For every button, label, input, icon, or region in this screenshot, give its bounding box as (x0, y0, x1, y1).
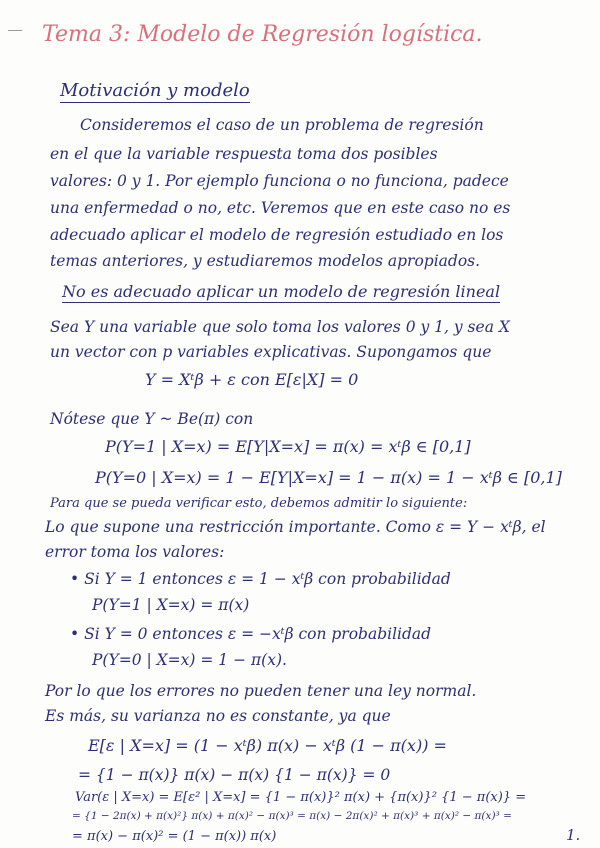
model-equation: Y = Xᵗβ + ε con E[ε|X] = 0 (145, 370, 359, 389)
text-line: Por lo que los errores no pueden tener una ley normal. (45, 682, 477, 700)
expectation-equation: = {1 − π(x)} π(x) − π(x) {1 − π(x)} = 0 (78, 766, 391, 784)
probability-equation: P(Y=0 | X=x) = 1 − π(x). (92, 651, 287, 669)
text-line: valores: 0 y 1. Por ejemplo funciona o no funciona, padece (50, 172, 509, 190)
variance-equation: = π(x) − π(x)² = (1 − π(x)) π(x) (72, 829, 277, 844)
page-title: Tema 3: Modelo de Regresión logística. (42, 22, 483, 47)
text-line: Es más, su varianza no es constante, ya que (45, 707, 391, 725)
probability-equation: P(Y=1 | X=x) = π(x) (92, 596, 250, 614)
bullet-item: • Si Y = 0 entonces ε = −xᵗβ con probabilidad (70, 625, 432, 643)
probability-equation: P(Y=1 | X=x) = E[Y|X=x] = π(x) = xᵗβ ∈ [0,1] (105, 437, 471, 456)
probability-equation: P(Y=0 | X=x) = 1 − E[Y|X=x] = 1 − π(x) = 1 − xᵗβ ∈ [0,1] (95, 468, 562, 487)
variance-equation: Var(ε | X=x) = E[ε² | X=x] = {1 − π(x)}² π(x) + {π(x)}² {1 − π(x)} = (75, 790, 527, 805)
margin-mark (8, 30, 22, 31)
text-line: adecuado aplicar el modelo de regresión estudiado en los (50, 226, 504, 244)
text-line: Sea Y una variable que solo toma los valores 0 y 1, y sea X (50, 318, 510, 336)
text-line: Consideremos el caso de un problema de regresión (80, 116, 484, 134)
expectation-equation: E[ε | X=x] = (1 − xᵗβ) π(x) − xᵗβ (1 − π(x)) = (88, 736, 447, 755)
text-line: una enfermedad o no, etc. Veremos que en este caso no es (50, 199, 511, 217)
text-line: Lo que supone una restricción importante. Como ε = Y − xᵗβ, el (45, 518, 546, 536)
text-line: en el que la variable respuesta toma dos posibles (50, 145, 438, 163)
text-line: Nótese que Y ~ Be(π) con (50, 410, 254, 428)
text-line: temas anteriores, y estudiaremos modelos apropiados. (50, 252, 481, 270)
section-heading-linear: No es adecuado aplicar un modelo de regresión lineal (62, 282, 501, 301)
text-line: un vector con p variables explicativas. Supongamos que (50, 343, 492, 361)
text-line: Para que se pueda verificar esto, debemos admitir lo siguiente: (50, 496, 468, 511)
section-heading-motivation: Motivación y modelo (60, 80, 250, 101)
text-line: error toma los valores: (45, 543, 225, 561)
variance-equation: = {1 − 2π(x) + π(x)²} π(x) + π(x)² − π(x)³ = π(x) − 2π(x)² + π(x)³ + π(x)² − π(x)³ = (72, 810, 512, 822)
bullet-item: • Si Y = 1 entonces ε = 1 − xᵗβ con probabilidad (70, 570, 451, 588)
page-number: 1. (566, 826, 581, 844)
